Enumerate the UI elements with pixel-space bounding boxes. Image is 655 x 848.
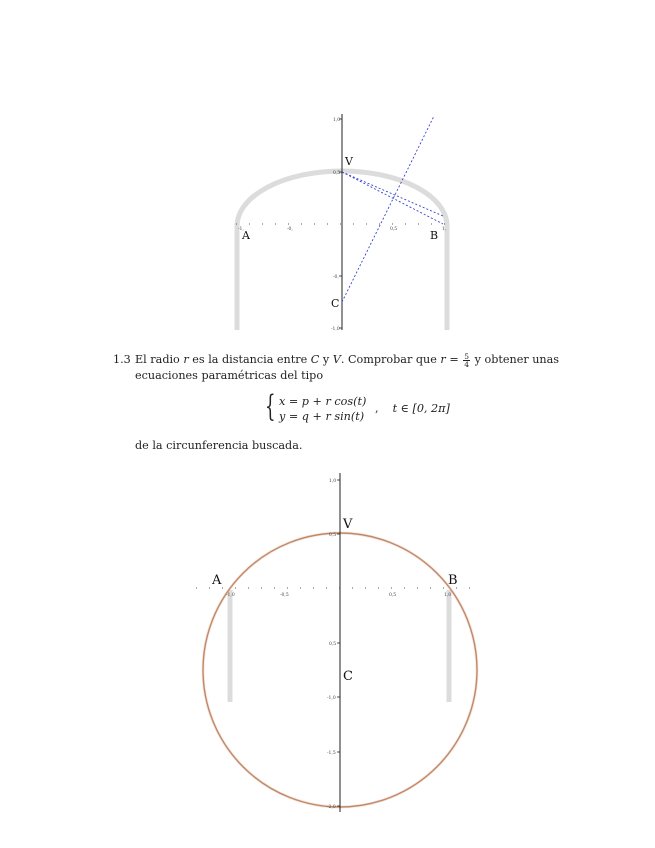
math-var: C [310, 353, 320, 366]
closing-text: de la circunferencia buscada. [135, 439, 303, 452]
text-fragment: es la distancia entre [188, 353, 311, 366]
y-tick-label: -1,0 [327, 696, 336, 701]
text-fragment: y obtener unas ecuaciones paramétricas del tipo [135, 353, 560, 382]
text-fragment: El radio [135, 353, 184, 366]
point-label-a: A [212, 573, 222, 588]
equation-lines [279, 394, 366, 424]
fraction-numerator: 5 [464, 352, 470, 361]
equation-domain [375, 402, 450, 415]
math-var: r [183, 353, 189, 366]
left-brace: { [265, 389, 276, 424]
x-tick-label: -0,5 [280, 593, 289, 598]
y-tick-label: 1,0 [329, 479, 337, 484]
math-var: V [332, 353, 341, 366]
y-tick-label: 1,0 [333, 118, 341, 123]
point-label-v: V [345, 155, 353, 168]
y-tick-label: -0, [333, 275, 339, 280]
y-tick-label: 0,5 [329, 642, 337, 647]
equation-y: y = q + r sin(t) [279, 410, 365, 423]
y-tick-label: -1,5 [327, 751, 336, 756]
fraction [463, 353, 470, 368]
y-tick-label: -2,0 [327, 805, 336, 810]
y-tick-label: 0,5 [333, 171, 341, 176]
x-tick-label: 0,5 [389, 593, 397, 598]
domain-text: t ∈ [0, 2π] [392, 402, 450, 415]
item-text [135, 352, 580, 383]
x-tick-label: -0, [287, 227, 293, 232]
equation-x: x = p + r cos(t) [279, 395, 367, 408]
figure-2 [0, 470, 655, 815]
point-label-c: C [331, 297, 340, 310]
x-tick-label: 1,0 [444, 593, 452, 598]
text-fragment: . Comprobar que [340, 353, 441, 366]
figure-1 [0, 108, 655, 340]
x-tick-label: -1,0 [226, 593, 235, 598]
point-label-b: B [448, 573, 458, 588]
item-number: 1.3 [113, 353, 131, 366]
math-var: r [440, 353, 446, 366]
parametric-equations [265, 389, 455, 428]
text-fragment: y [319, 353, 333, 366]
point-label-c: C [343, 669, 353, 684]
point-label-a: A [242, 229, 250, 242]
point-label-b: B [430, 229, 439, 242]
y-tick-label: 0,5 [329, 533, 337, 538]
x-tick-label: 1, [442, 227, 447, 232]
x-tick-label: -1, [238, 227, 244, 232]
line-c-upward [342, 116, 434, 302]
text-fragment: = [445, 353, 463, 366]
fraction-denominator: 4 [464, 360, 470, 369]
separator: , [375, 402, 379, 415]
x-tick-label: 0,5 [390, 227, 398, 232]
y-tick-label: -1,0 [331, 327, 340, 332]
point-label-v: V [343, 517, 353, 532]
